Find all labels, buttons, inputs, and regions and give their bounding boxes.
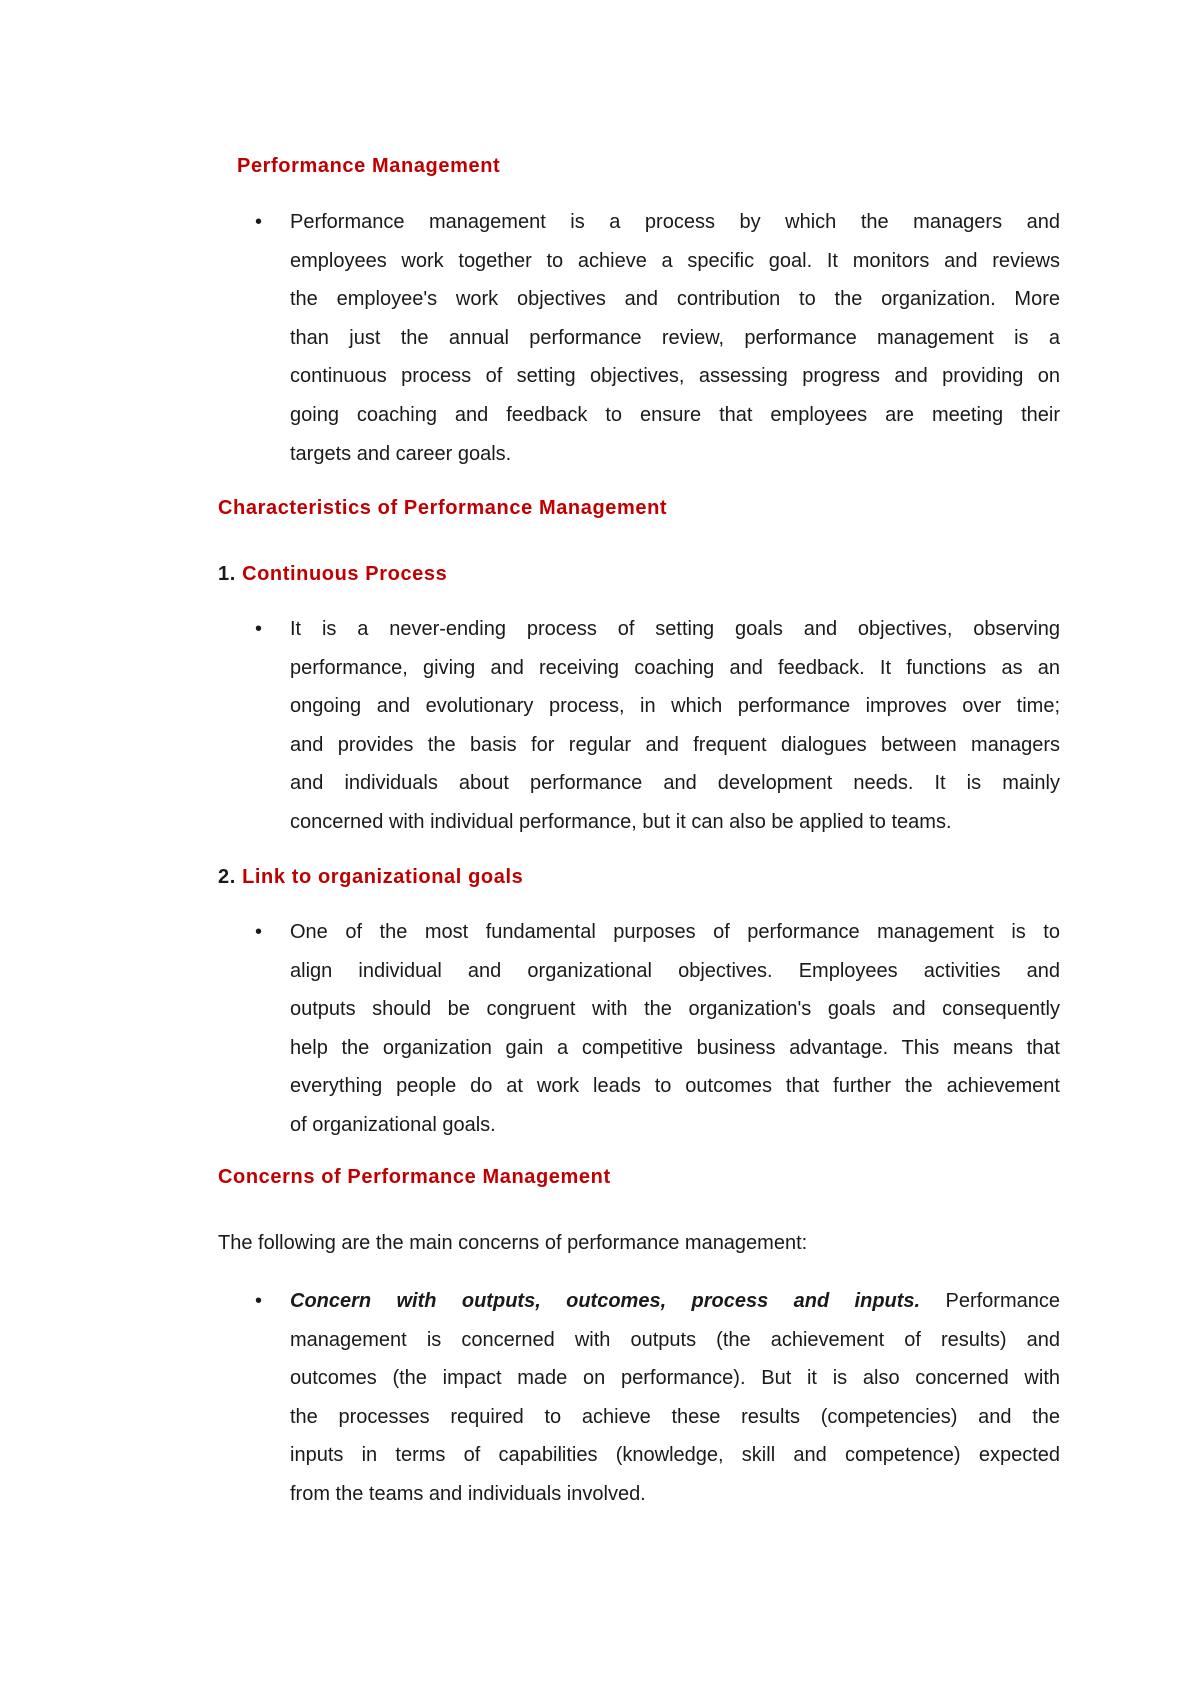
text-line: ongoing and evolutionary process, in which performance improves over time; — [290, 695, 1060, 718]
bullet-paragraph-link-to-goals — [290, 913, 1060, 1145]
subheading-link-to-goals — [218, 866, 523, 889]
bullet-marker: • — [255, 1290, 263, 1312]
text-line: It is a never-ending process of setting goals and objectives, observing — [290, 618, 1060, 640]
text-line: going coaching and feedback to ensure that employees are meeting their — [290, 403, 1060, 426]
item-number: 2. — [218, 866, 236, 888]
bullet-marker: • — [255, 211, 263, 233]
bullet-marker: • — [255, 921, 263, 943]
text-line: the processes required to achieve these results (competencies) and the — [290, 1405, 1060, 1428]
subheading-continuous-process — [218, 563, 447, 586]
section-heading-characteristics: Characteristics of Performance Management — [218, 497, 668, 519]
text-line: One of the most fundamental purposes of performance management is to — [290, 921, 1060, 943]
text-line: targets and career goals. — [290, 442, 512, 465]
text-line: align individual and organizational objectives. Employees activities and — [290, 959, 1060, 982]
text-line: the employee's work objectives and contribution to the organization. More — [290, 288, 1060, 311]
text-line: management is concerned with outputs (the achievement of results) and — [290, 1328, 1060, 1351]
text-line: from the teams and individuals involved. — [290, 1482, 646, 1505]
text-line: everything people do at work leads to outcomes that further the achievement — [290, 1075, 1060, 1098]
section-heading-concerns: Concerns of Performance Management — [218, 1166, 611, 1188]
text-line: employees work together to achieve a specific goal. It monitors and reviews — [290, 249, 1060, 272]
text-line — [290, 1282, 1060, 1321]
bullet-paragraph-continuous-process — [290, 610, 1060, 842]
text-line: performance, giving and receiving coaching and feedback. It functions as an — [290, 656, 1060, 679]
item-title: Continuous Process — [242, 563, 448, 585]
item-number: 1. — [218, 563, 236, 585]
text-line: outcomes (the impact made on performance). But it is also concerned with — [290, 1367, 1060, 1390]
text-line: inputs in terms of capabilities (knowledge, skill and competence) expected — [290, 1444, 1060, 1467]
text-line: continuous process of setting objectives, assessing progress and providing on — [290, 365, 1060, 388]
concerns-intro: The following are the main concerns of performance management: — [218, 1232, 808, 1254]
text-line: and provides the basis for regular and frequent dialogues between managers — [290, 733, 1060, 756]
bullet-marker: • — [255, 618, 263, 640]
bold-italic-lead: Concern with outputs, outcomes, process and inputs. — [290, 1290, 921, 1312]
bullet-paragraph-performance-management — [290, 203, 1060, 473]
text-line: than just the annual performance review, performance management is a — [290, 326, 1060, 349]
item-title: Link to organizational goals — [242, 866, 524, 888]
bullet-paragraph-concerns — [290, 1282, 1060, 1514]
section-heading-performance-management: Performance Management — [237, 155, 501, 177]
text-line: and individuals about performance and development needs. It is mainly — [290, 772, 1060, 795]
text-line: concerned with individual performance, but it can also be applied to teams. — [290, 810, 952, 833]
text-line: outputs should be congruent with the organization's goals and consequently — [290, 998, 1060, 1021]
text-line: of organizational goals. — [290, 1113, 496, 1136]
text-line: help the organization gain a competitive business advantage. This means that — [290, 1036, 1060, 1059]
text-line: Performance management is a process by which the managers and — [290, 211, 1060, 233]
lead-rest: Performance — [945, 1290, 1060, 1312]
